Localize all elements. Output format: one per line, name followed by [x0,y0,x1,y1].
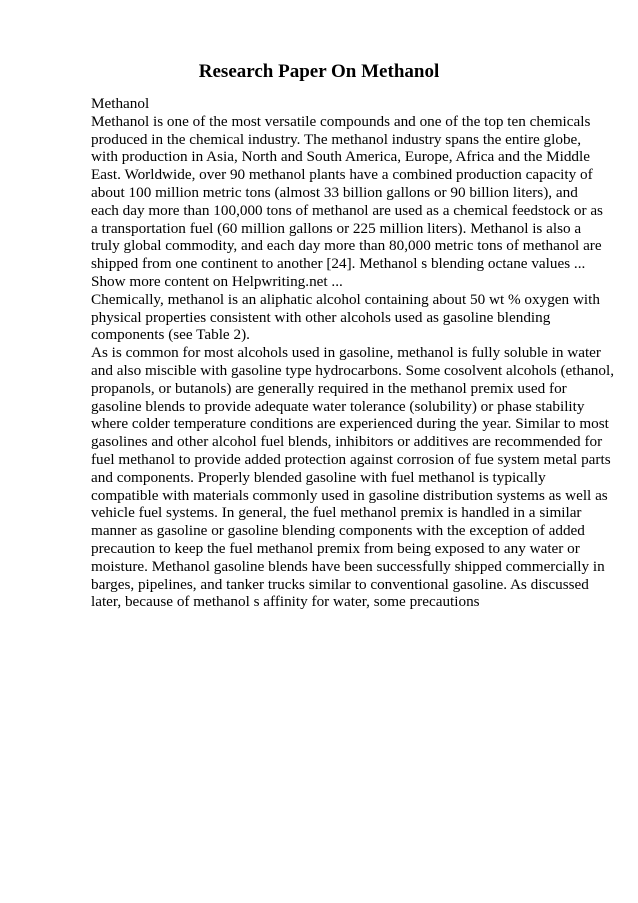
body-text-line: East. Worldwide, over 90 methanol plants have a combined production capacity of [91,166,593,184]
body-text-line: moisture. Methanol gasoline blends have been successfully shipped commercially in [91,557,605,575]
body-text-line: compatible with materials commonly used in gasoline distribution systems as well as [91,486,608,504]
body-text-line: later, because of methanol s affinity for water, some precautions [91,593,480,611]
page-title: Research Paper On Methanol [198,61,440,82]
body-text-line: each day more than 100,000 tons of methanol are used as a chemical feedstock or as [91,201,603,219]
body-text-line: and components. Properly blended gasoline with fuel methanol is typically [91,468,546,486]
body-text-line: Methanol is one of the most versatile compounds and one of the top ten chemicals [91,112,591,130]
body-text-line: gasolines and other alcohol fuel blends, inhibitors or additives are recommended for [91,433,603,451]
body-text-line: Methanol [91,95,150,112]
body-text-line: physical properties consistent with other alcohols used as gasoline blending [91,308,551,326]
document-body [91,95,615,611]
body-text-line: and also miscible with gasoline type hydrocarbons. Some cosolvent alcohols (ethanol, [91,361,615,379]
body-text-line: with production in Asia, North and South America, Europe, Africa and the Middle [91,148,590,166]
body-text-line: gasoline blends to provide adequate water tolerance (solubility) or phase stability [91,397,585,415]
body-text-line: Show more content on Helpwriting.net ... [91,272,343,290]
body-text-line: precaution to keep the fuel methanol premix from being exposed to any water or [91,539,580,557]
body-text-line: vehicle fuel systems. In general, the fuel methanol premix is handled in a similar [91,504,582,522]
body-text-line: Chemically, methanol is an aliphatic alcohol containing about 50 wt % oxygen with [91,290,600,308]
body-text-line: propanols, or butanols) are generally required in the methanol premix used for [91,379,567,397]
body-text-line: where colder temperature conditions are experienced during the year. Similar to most [91,415,609,433]
body-text-line: components (see Table 2). [91,326,250,344]
body-text-line: about 100 million metric tons (almost 33 billion gallons or 90 billion liters), and [91,183,578,201]
body-text-line: manner as gasoline or gasoline blending components with the exception of added [91,522,585,540]
body-text-line: truly global commodity, and each day more than 80,000 metric tons of methanol are [91,237,602,255]
body-text-line: shipped from one continent to another [24]. Methanol s blending octane values ... [91,255,586,273]
body-text-line: As is common for most alcohols used in gasoline, methanol is fully soluble in water [91,344,601,362]
body-text-line: barges, pipelines, and tanker trucks similar to conventional gasoline. As discussed [91,575,589,593]
body-text-line: a transportation fuel (60 million gallons or 225 million liters). Methanol is also a [91,219,582,237]
body-text-line: produced in the chemical industry. The methanol industry spans the entire globe, [91,130,582,148]
body-text-line: fuel methanol to provide added protection against corrosion of fue system metal parts [91,450,611,468]
